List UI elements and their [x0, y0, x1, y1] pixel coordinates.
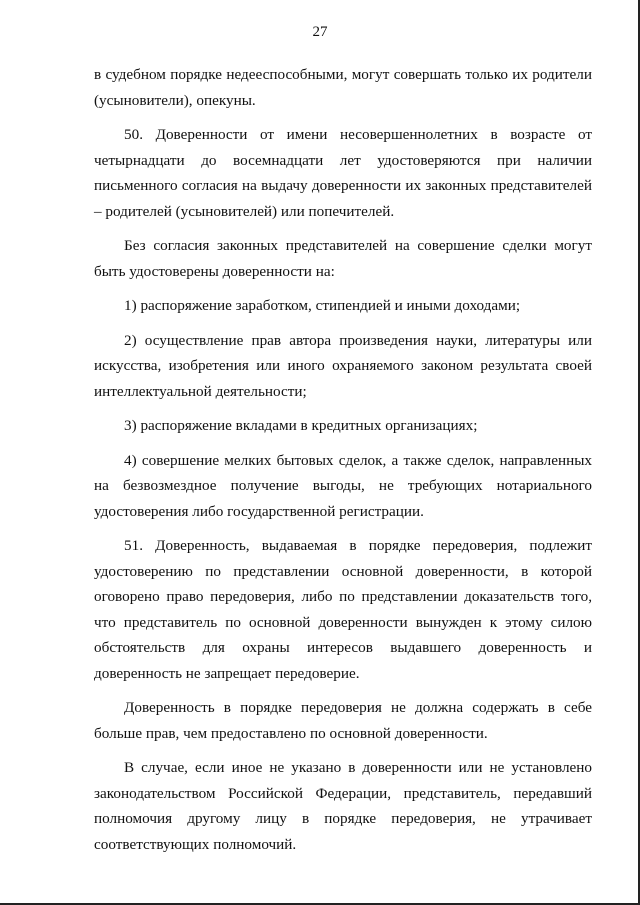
list-item-4: 4) совершение мелких бытовых сделок, а также сделок, направленных на безвозмездное получение выгоды, не требующих нотариального удостоверения либо государственной регистрации.: [94, 451, 592, 520]
paragraph-continuation: в судебном порядке недееспособными, могут совершать только их родители (усыновители), опекуны.: [94, 66, 592, 109]
paragraph-retained-powers: В случае, если иное не указано в доверенности или не установлено законодательством Российской Федерации, представитель, передавший полномочия другому лицу в порядке передоверия, не утрачивает соответствующих полномочий.: [94, 759, 592, 853]
paragraph-item-50: 50. Доверенности от имени несовершеннолетних в возрасте от четырнадцати до восемнадцати лет удостоверяются при наличии письменного согласия на выдачу доверенности их законных представителей – родителей (усыновителей) или попечителей.: [94, 126, 592, 220]
paragraph-item-51: 51. Доверенность, выдаваемая в порядке передоверия, подлежит удостоверению по представлении основной доверенности, в которой оговорено право передоверия, либо по представлении доказательств того, что представитель по основной доверенности вынужден к этому силою обстоятельств для охраны интересов выдавшего доверенность и доверенность не запрещает передоверие.: [94, 537, 592, 682]
paragraph-delegation-limit: Доверенность в порядке передоверия не должна содержать в себе больше прав, чем предоставлено по основной доверенности.: [94, 699, 592, 742]
page-number: 27: [312, 24, 328, 40]
list-item-1: 1) распоряжение заработком, стипендией и иными доходами;: [124, 297, 521, 314]
document-body: [94, 62, 592, 866]
list-item-2: 2) осуществление прав автора произведения науки, литературы или искусства, изобретения или иного охраняемого законом результата своей интеллектуальной деятельности;: [94, 331, 592, 400]
paragraph-without-consent: Без согласия законных представителей на совершение сделки могут быть удостоверены доверенности на:: [94, 237, 592, 280]
list-item-3: 3) распоряжение вкладами в кредитных организациях;: [124, 417, 478, 434]
